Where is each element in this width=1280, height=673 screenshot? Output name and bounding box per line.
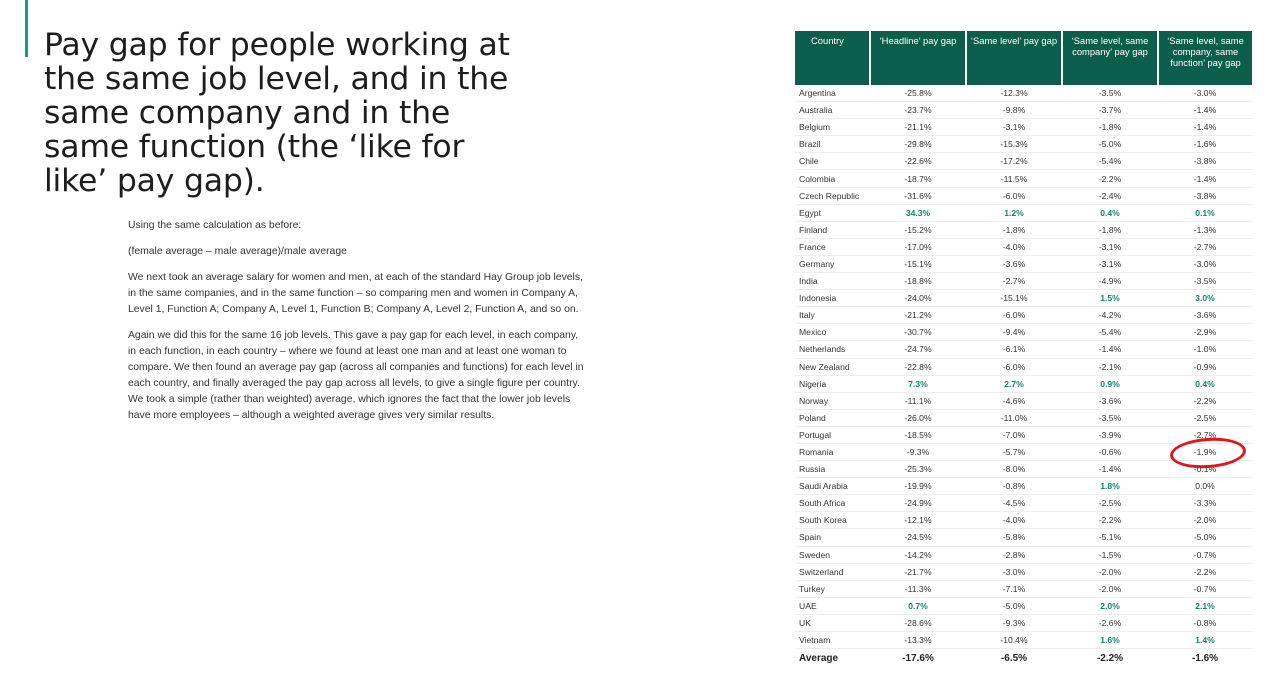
country-cell: Egypt — [795, 204, 870, 221]
value-cell: -3.0% — [966, 563, 1062, 580]
value-cell: -0.8% — [1158, 614, 1252, 631]
country-cell: Spain — [795, 529, 870, 546]
value-cell: -3.0% — [1158, 85, 1252, 102]
table-row — [795, 307, 1252, 324]
value-cell: -15.1% — [966, 290, 1062, 307]
value-cell: -21.1% — [870, 119, 966, 136]
value-cell: -3.6% — [966, 255, 1062, 272]
value-cell: -2.1% — [1062, 358, 1158, 375]
table-row — [795, 187, 1252, 204]
column-header-same-company: ‘Same level, same company’ pay gap — [1062, 31, 1158, 85]
table-row — [795, 102, 1252, 119]
value-cell: -2.2% — [1158, 563, 1252, 580]
table-row — [795, 512, 1252, 529]
country-cell: Belgium — [795, 119, 870, 136]
pay-gap-table — [795, 31, 1252, 667]
country-cell: Switzerland — [795, 563, 870, 580]
value-cell: -3.3% — [1158, 495, 1252, 512]
table-row — [795, 375, 1252, 392]
country-cell: Brazil — [795, 136, 870, 153]
value-cell: -2.4% — [1062, 187, 1158, 204]
table-row — [795, 85, 1252, 102]
table-row — [795, 546, 1252, 563]
value-cell: -6.1% — [966, 341, 1062, 358]
table-row — [795, 632, 1252, 649]
paragraph: Using the same calculation as before: — [128, 220, 302, 231]
value-cell: -14.2% — [870, 546, 966, 563]
value-cell: 1.8% — [1062, 478, 1158, 495]
value-cell: -3.6% — [1158, 307, 1252, 324]
value-cell: -17.2% — [966, 153, 1062, 170]
value-cell: -1.5% — [1062, 546, 1158, 563]
value-cell: -3.1% — [1062, 255, 1158, 272]
table-row — [795, 597, 1252, 614]
country-cell: UK — [795, 614, 870, 631]
value-cell: -1.4% — [1062, 461, 1158, 478]
value-cell: -3.8% — [1158, 187, 1252, 204]
country-cell: Finland — [795, 221, 870, 238]
paragraph: Again we did this for the same 16 job levels. This gave a pay gap for each level, in each company, in each function, in each country – where we found at least one man and at least one woman to compare. We then found an average pay gap (across all companies and functions) for each level in each country, and finally averaged the pay gap across all levels, to give a single figure per country. We took a simple (rather than weighted) average, which ignores the fact that the lower job levels have more employees – although a weighted average gives very similar results. — [128, 330, 584, 421]
column-header-country: Country — [795, 31, 870, 85]
column-header-same-function: ‘Same level, same company, same function’ pay gap — [1158, 31, 1252, 85]
value-cell: 1.6% — [1062, 632, 1158, 649]
table-row — [795, 563, 1252, 580]
country-cell: Turkey — [795, 580, 870, 597]
table-header-row — [795, 31, 1252, 85]
country-cell: South Africa — [795, 495, 870, 512]
value-cell: -30.7% — [870, 324, 966, 341]
table-row — [795, 273, 1252, 290]
value-cell: -4.0% — [966, 238, 1062, 255]
country-cell: France — [795, 238, 870, 255]
value-cell: -2.2% — [1062, 170, 1158, 187]
table-row — [795, 170, 1252, 187]
table-row — [795, 119, 1252, 136]
table-row — [795, 529, 1252, 546]
value-cell: -5.7% — [966, 443, 1062, 460]
value-cell: -28.6% — [870, 614, 966, 631]
value-cell: -18.7% — [870, 170, 966, 187]
value-cell: -5.4% — [1062, 153, 1158, 170]
value-cell: 2.1% — [1158, 597, 1252, 614]
value-cell: -21.7% — [870, 563, 966, 580]
column-header-headline: ‘Headline’ pay gap — [870, 31, 966, 85]
country-cell: Indonesia — [795, 290, 870, 307]
value-cell: -2.0% — [1158, 512, 1252, 529]
value-cell: 2.0% — [1062, 597, 1158, 614]
accent-bar — [25, 0, 28, 57]
value-cell: -5.0% — [966, 597, 1062, 614]
value-cell: -1.9% — [1158, 443, 1252, 460]
value-cell: -23.7% — [870, 102, 966, 119]
table-row — [795, 443, 1252, 460]
country-cell: Poland — [795, 409, 870, 426]
value-cell: -24.0% — [870, 290, 966, 307]
country-cell: Chile — [795, 153, 870, 170]
value-cell: -9.3% — [870, 443, 966, 460]
value-cell: -5.8% — [966, 529, 1062, 546]
value-cell: -2.7% — [1158, 238, 1252, 255]
value-cell: -0.7% — [1158, 546, 1252, 563]
value-cell: -9.4% — [966, 324, 1062, 341]
table-row — [795, 461, 1252, 478]
value-cell: 1.5% — [1062, 290, 1158, 307]
value-cell: -4.2% — [1062, 307, 1158, 324]
value-cell: 0.0% — [1158, 478, 1252, 495]
country-cell: Russia — [795, 461, 870, 478]
table-row — [795, 255, 1252, 272]
value-cell: 0.9% — [1062, 375, 1158, 392]
value-cell: -1.4% — [1062, 341, 1158, 358]
value-cell: -4.0% — [966, 512, 1062, 529]
value-cell: -2.0% — [1062, 580, 1158, 597]
average-row — [795, 649, 1252, 668]
country-cell: Mexico — [795, 324, 870, 341]
country-cell: Italy — [795, 307, 870, 324]
value-cell: -17.6% — [870, 649, 966, 668]
value-cell: -0.7% — [1158, 580, 1252, 597]
value-cell: -0.8% — [966, 478, 1062, 495]
value-cell: -1.4% — [1158, 119, 1252, 136]
value-cell: -15.3% — [966, 136, 1062, 153]
country-cell: Average — [795, 649, 870, 668]
value-cell: -22.6% — [870, 153, 966, 170]
value-cell: -19.9% — [870, 478, 966, 495]
value-cell: -17.0% — [870, 238, 966, 255]
value-cell: -18.5% — [870, 426, 966, 443]
table-row — [795, 136, 1252, 153]
value-cell: -1.6% — [1158, 136, 1252, 153]
value-cell: 0.7% — [870, 597, 966, 614]
value-cell: -2.0% — [1062, 563, 1158, 580]
table-row — [795, 204, 1252, 221]
value-cell: -5.1% — [1062, 529, 1158, 546]
value-cell: -3.5% — [1158, 273, 1252, 290]
country-cell: Netherlands — [795, 341, 870, 358]
value-cell: -25.8% — [870, 85, 966, 102]
table-body — [795, 85, 1252, 667]
value-cell: 0.4% — [1062, 204, 1158, 221]
value-cell: -2.8% — [966, 546, 1062, 563]
value-cell: -3.6% — [1062, 392, 1158, 409]
country-cell: Argentina — [795, 85, 870, 102]
value-cell: 34.3% — [870, 204, 966, 221]
value-cell: -24.7% — [870, 341, 966, 358]
table-row — [795, 478, 1252, 495]
country-cell: Vietnam — [795, 632, 870, 649]
country-cell: Portugal — [795, 426, 870, 443]
country-cell: Czech Republic — [795, 187, 870, 204]
value-cell: -21.2% — [870, 307, 966, 324]
table-row — [795, 324, 1252, 341]
country-cell: Romania — [795, 443, 870, 460]
table-row — [795, 290, 1252, 307]
value-cell: -24.9% — [870, 495, 966, 512]
table-row — [795, 153, 1252, 170]
value-cell: -3.5% — [1062, 85, 1158, 102]
body-text — [128, 218, 588, 434]
value-cell: -1.4% — [1158, 102, 1252, 119]
value-cell: -4.9% — [1062, 273, 1158, 290]
table-row — [795, 392, 1252, 409]
value-cell: -1.6% — [1158, 649, 1252, 668]
table-row — [795, 495, 1252, 512]
value-cell: -29.8% — [870, 136, 966, 153]
value-cell: 1.2% — [966, 204, 1062, 221]
country-cell: Nigeria — [795, 375, 870, 392]
value-cell: -0.9% — [1158, 358, 1252, 375]
value-cell: -3.0% — [1158, 255, 1252, 272]
value-cell: -31.6% — [870, 187, 966, 204]
value-cell: -2.7% — [966, 273, 1062, 290]
country-cell: Saudi Arabia — [795, 478, 870, 495]
value-cell: -13.3% — [870, 632, 966, 649]
country-cell: Sweden — [795, 546, 870, 563]
country-cell: UAE — [795, 597, 870, 614]
value-cell: -1.4% — [1158, 170, 1252, 187]
country-cell: Colombia — [795, 170, 870, 187]
country-cell: Norway — [795, 392, 870, 409]
value-cell: -2.7% — [1158, 426, 1252, 443]
value-cell: -1.3% — [1158, 221, 1252, 238]
value-cell: -25.3% — [870, 461, 966, 478]
table-row — [795, 238, 1252, 255]
paragraph: (female average – male average)/male average — [128, 246, 347, 257]
value-cell: -5.0% — [1158, 529, 1252, 546]
value-cell: 0.1% — [1158, 204, 1252, 221]
table-row — [795, 341, 1252, 358]
value-cell: -1.8% — [966, 221, 1062, 238]
value-cell: -18.8% — [870, 273, 966, 290]
table-row — [795, 358, 1252, 375]
country-cell: Australia — [795, 102, 870, 119]
value-cell: -12.1% — [870, 512, 966, 529]
value-cell: -3.7% — [1062, 102, 1158, 119]
country-cell: India — [795, 273, 870, 290]
value-cell: -2.2% — [1062, 649, 1158, 668]
country-cell: New Zealand — [795, 358, 870, 375]
value-cell: -6.0% — [966, 307, 1062, 324]
value-cell: -3.1% — [1062, 238, 1158, 255]
value-cell: -8.0% — [966, 461, 1062, 478]
value-cell: 2.7% — [966, 375, 1062, 392]
value-cell: -5.4% — [1062, 324, 1158, 341]
value-cell: -9.8% — [966, 102, 1062, 119]
value-cell: -2.6% — [1062, 614, 1158, 631]
paragraph: We next took an average salary for women and men, at each of the standard Hay Group job levels, in the same companies, and in the same function – so comparing men and women in Company A, Level 1, Function A; Company A, Level 1, Function B; Company A, Level 2, Function A, and so on. — [128, 272, 583, 315]
value-cell: -26.0% — [870, 409, 966, 426]
value-cell: -6.0% — [966, 358, 1062, 375]
value-cell: -6.5% — [966, 649, 1062, 668]
value-cell: -2.5% — [1062, 495, 1158, 512]
value-cell: -3.1% — [966, 119, 1062, 136]
table-row — [795, 221, 1252, 238]
value-cell: -3.9% — [1062, 426, 1158, 443]
value-cell: -4.6% — [966, 392, 1062, 409]
value-cell: -22.8% — [870, 358, 966, 375]
value-cell: -0.6% — [1062, 443, 1158, 460]
table-row — [795, 614, 1252, 631]
value-cell: -7.0% — [966, 426, 1062, 443]
value-cell: -1.8% — [1062, 119, 1158, 136]
value-cell: -6.0% — [966, 187, 1062, 204]
value-cell: 0.4% — [1158, 375, 1252, 392]
value-cell: -2.9% — [1158, 324, 1252, 341]
country-cell: Germany — [795, 255, 870, 272]
page-title: Pay gap for people working at the same job level, and in the same company and in the same function (the ‘like for like’ pay gap). — [44, 27, 510, 199]
value-cell: 3.0% — [1158, 290, 1252, 307]
value-cell: -3.8% — [1158, 153, 1252, 170]
country-cell: South Korea — [795, 512, 870, 529]
value-cell: 7.3% — [870, 375, 966, 392]
value-cell: -2.2% — [1062, 512, 1158, 529]
value-cell: -4.5% — [966, 495, 1062, 512]
value-cell: 1.4% — [1158, 632, 1252, 649]
value-cell: -0.1% — [1158, 461, 1252, 478]
value-cell: -11.1% — [870, 392, 966, 409]
value-cell: -15.2% — [870, 221, 966, 238]
value-cell: -3.5% — [1062, 409, 1158, 426]
value-cell: -11.5% — [966, 170, 1062, 187]
column-header-same-level: ‘Same level’ pay gap — [966, 31, 1062, 85]
value-cell: -1.8% — [1062, 221, 1158, 238]
value-cell: -5.0% — [1062, 136, 1158, 153]
value-cell: -12.3% — [966, 85, 1062, 102]
value-cell: -10.4% — [966, 632, 1062, 649]
value-cell: -2.5% — [1158, 409, 1252, 426]
value-cell: -15.1% — [870, 255, 966, 272]
value-cell: -9.3% — [966, 614, 1062, 631]
table-row — [795, 409, 1252, 426]
value-cell: -7.1% — [966, 580, 1062, 597]
value-cell: -11.0% — [966, 409, 1062, 426]
value-cell: -1.0% — [1158, 341, 1252, 358]
value-cell: -24.5% — [870, 529, 966, 546]
table-row — [795, 426, 1252, 443]
value-cell: -11.3% — [870, 580, 966, 597]
table-row — [795, 580, 1252, 597]
value-cell: -2.2% — [1158, 392, 1252, 409]
